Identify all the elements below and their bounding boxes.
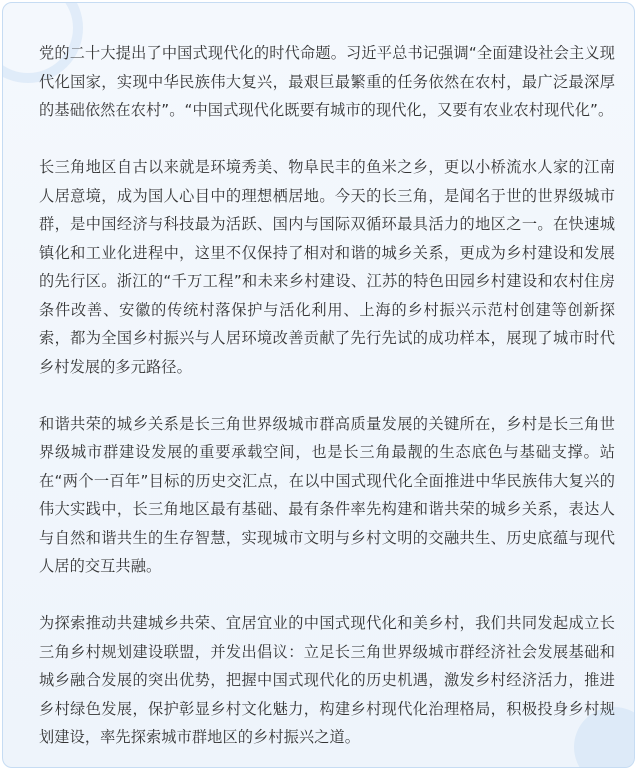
paragraph-4: 为探索推动共建城乡共荣、宜居宜业的中国式现代化和美乡村，我们共同发起成立长三角乡村规划建设联盟，并发出倡议：立足长三角世界级城市群经济社会发展基础和城乡融合发展的突出优势，把握中国式现代化的历史机遇，激发乡村经济活力，推进乡村绿色发展，保护彰显乡村文化魅力，构建乡村现代化治理格局，积极投身乡村规划建设，率先探索城市群地区的乡村振兴之道。 — [39, 614, 615, 746]
paragraph-2: 长三角地区自古以来就是环境秀美、物阜民丰的鱼米之乡，更以小桥流水人家的江南人居意境，成为国人心目中的理想栖居地。今天的长三角，是闻名于世的世界级城市群，是中国经济与科技最为活跃、国内与国际双循环最具活力的地区之一。在快速城镇化和工业化进程中，这里不仅保持了相对和谐的城乡关系，更成为乡村建设和发展的先行区。浙江的“千万工程”和未来乡村建设、江苏的特色田园乡村建设和农村住房条件改善、安徽的传统村落保护与活化利用、上海的乡村振兴示范村创建等创新探索，都为全国乡村振兴与人居环境改善贡献了先行先试的成功样本，展现了城市时代乡村发展的多元路径。 — [39, 158, 615, 376]
article-card — [2, 2, 635, 768]
paragraph-1: 党的二十大提出了中国式现代化的时代命题。习近平总书记强调“全面建设社会主义现代化国家，实现中华民族伟大复兴，最艰巨最繁重的任务依然在农村，最广泛最深厚的基础依然在农村”。“中国式现代化既要有城市的现代化，又要有农业农村现代化”。 — [39, 44, 615, 119]
article-body — [39, 39, 615, 768]
paragraph-3: 和谐共荣的城乡关系是长三角世界级城市群高质量发展的关键所在，乡村是长三角世界级城市群建设发展的重要承载空间，也是长三角最靓的生态底色与基础支撑。站在“两个一百年”目标的历史交汇点，在以中国式现代化全面推进中华民族伟大复兴的伟大实践中，长三角地区最有基础、最有条件率先构建和谐共荣的城乡关系，表达人与自然和谐共生的生存智慧，实现城市文明与乡村文明的交融共生、历史底蕴与现代人居的交互共融。 — [39, 414, 615, 575]
